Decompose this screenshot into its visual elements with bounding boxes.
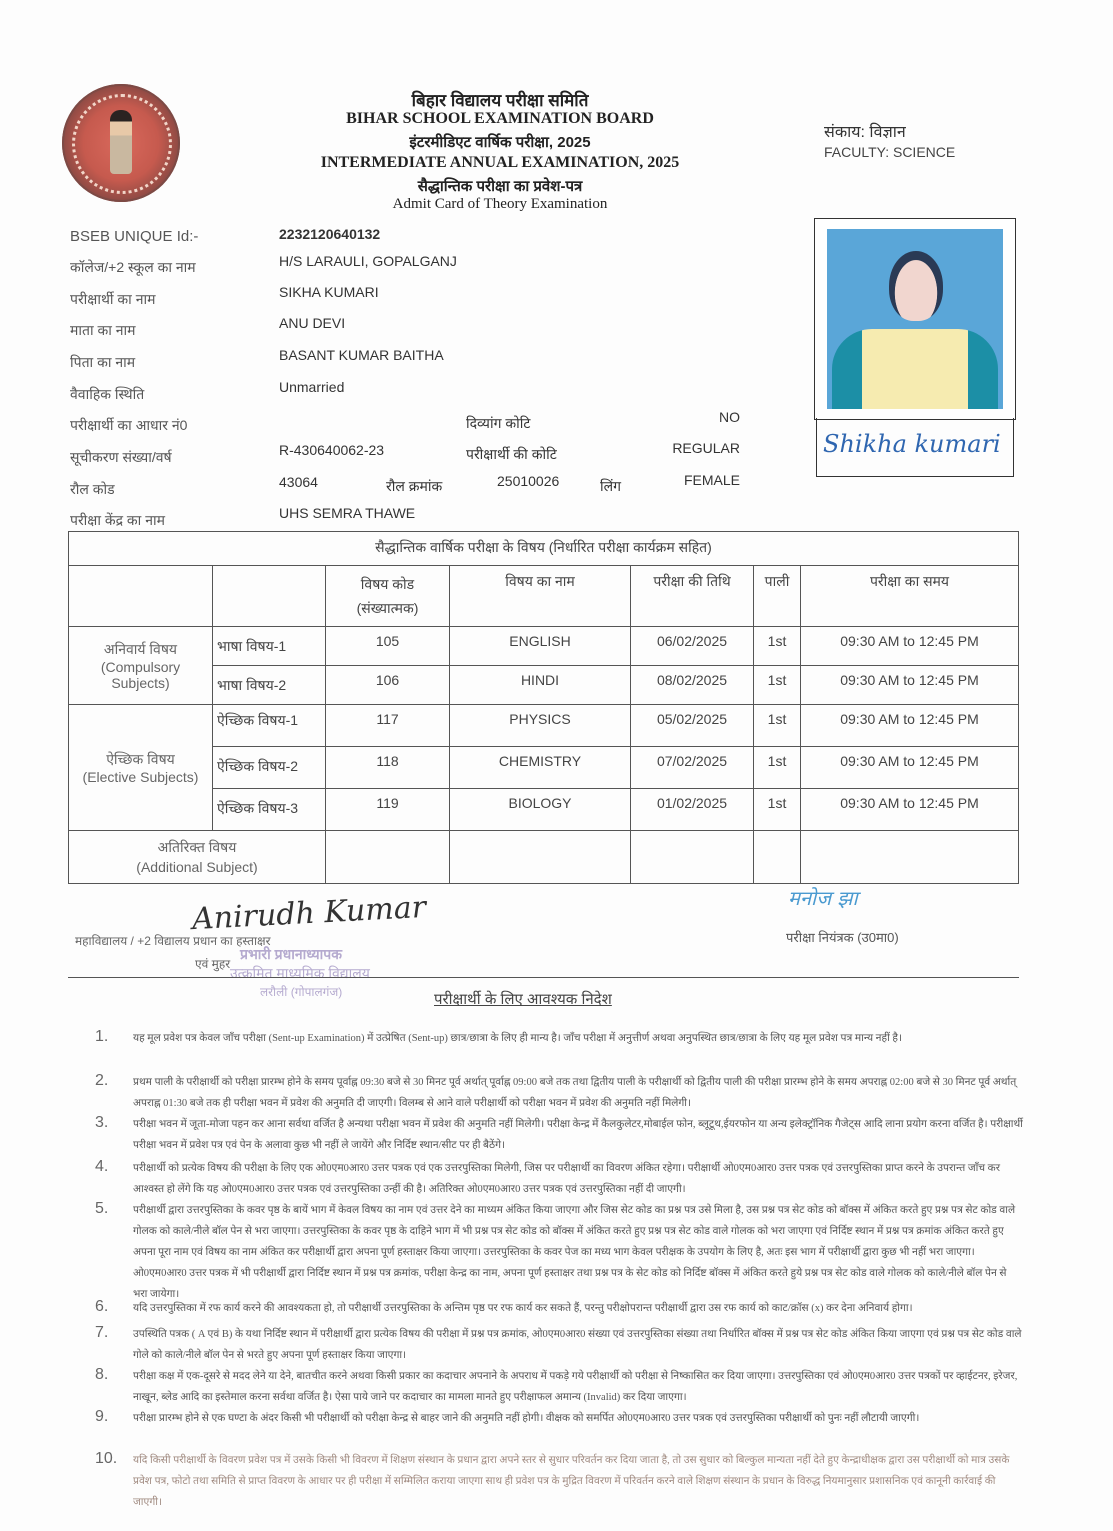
subject-type: ऐच्छिक विषय-1: [213, 705, 326, 747]
exam-name-english: INTERMEDIATE ANNUAL EXAMINATION, 2025: [320, 154, 680, 171]
principal-signature-label: महाविद्यालय / +2 विद्यालय प्रधान का हस्ताक्षर: [75, 934, 271, 948]
unique-id-label: BSEB UNIQUE Id:-: [70, 228, 199, 245]
father-name-value: BASANT KUMAR BAITHA: [279, 347, 444, 363]
table-row-additional: [69, 831, 1019, 884]
subjects-table: [68, 531, 1019, 884]
subject-code: 118: [326, 747, 450, 789]
table-row: [69, 627, 1019, 666]
subject-code: 105: [326, 627, 450, 666]
exam-shift: 1st: [754, 747, 801, 789]
seal-label: एवं मुहर: [195, 957, 231, 971]
roll-code-label: रौल कोड: [70, 481, 115, 497]
header-exam-date: परीक्षा की तिथि: [631, 566, 754, 627]
divyang-label: दिव्यांग कोटि: [466, 415, 531, 431]
aadhar-label: परीक्षार्थी का आधार नं0: [70, 417, 188, 433]
header-shift: पाली: [754, 566, 801, 627]
exam-shift: 1st: [754, 627, 801, 666]
gender-label: लिंग: [600, 478, 621, 494]
registration-value: R-430640062-23: [279, 442, 385, 458]
exam-date: 08/02/2025: [631, 666, 754, 705]
principal-signature: Anirudh Kumar: [191, 889, 427, 938]
exam-time: 09:30 AM to 12:45 PM: [801, 627, 1019, 666]
bseb-emblem-icon: [62, 84, 180, 202]
exam-time: 09:30 AM to 12:45 PM: [801, 666, 1019, 705]
exam-centre-label: परीक्षा केंद्र का नाम: [70, 512, 165, 528]
compulsory-group: अनिवार्य विषय (Compulsory Subjects): [69, 627, 213, 705]
subject-code: 106: [326, 666, 450, 705]
exam-date: 07/02/2025: [631, 747, 754, 789]
subject-type: ऐच्छिक विषय-2: [213, 747, 326, 789]
gender-value: FEMALE: [683, 472, 740, 488]
school-stamp: प्रभारी प्रधानाध्यापक उत्क्रमित माध्यमिक विद्यालय लरौली (गोपालगंज): [230, 946, 370, 999]
divider: [68, 977, 1019, 978]
roll-code-value: 43064: [279, 474, 318, 490]
subject-code: 117: [326, 705, 450, 747]
candidate-signature-box: [816, 418, 1014, 477]
board-name-english: BIHAR SCHOOL EXAMINATION BOARD: [346, 110, 654, 127]
subject-name: CHEMISTRY: [450, 747, 631, 789]
registration-label: सूचीकरण संख्या/वर्ष: [70, 449, 172, 465]
candidate-name-value: SIKHA KUMARI: [279, 284, 379, 300]
candidate-name-label: परीक्षार्थी का नाम: [70, 291, 156, 307]
card-title-english: Admit Card of Theory Examination: [392, 196, 608, 212]
category-label: परीक्षार्थी की कोटि: [466, 446, 557, 462]
college-label: कॉलेज/+2 स्कूल का नाम: [70, 259, 196, 275]
controller-label: परीक्षा नियंत्रक (उ0मा0): [786, 930, 899, 945]
divyang-value: NO: [719, 409, 740, 425]
subject-name: BIOLOGY: [450, 789, 631, 831]
marital-status-value: Unmarried: [279, 379, 345, 395]
header-subject-name: विषय का नाम: [450, 566, 631, 627]
elective-group: ऐच्छिक विषय (Elective Subjects): [69, 705, 213, 831]
roll-number-label: रौल क्रमांक: [386, 478, 443, 494]
subject-name: ENGLISH: [450, 627, 631, 666]
roll-number-value: 25010026: [497, 473, 560, 489]
category-value: REGULAR: [672, 440, 740, 456]
exam-time: 09:30 AM to 12:45 PM: [801, 789, 1019, 831]
header-subject-code: विषय कोड (संख्यात्मक): [326, 566, 450, 627]
college-value: H/S LARAULI, GOPALGANJ: [279, 253, 457, 269]
mother-name-label: माता का नाम: [70, 322, 136, 338]
marital-status-label: वैवाहिक स्थिति: [70, 386, 145, 402]
exam-date: 01/02/2025: [631, 789, 754, 831]
faculty-hindi: संकाय: विज्ञान: [824, 124, 906, 141]
instructions-title: परीक्षार्थी के लिए आवश्यक निदेश: [434, 991, 612, 1008]
exam-shift: 1st: [754, 789, 801, 831]
subject-type: भाषा विषय-2: [213, 666, 326, 705]
subject-type: ऐच्छिक विषय-3: [213, 789, 326, 831]
exam-time: 09:30 AM to 12:45 PM: [801, 747, 1019, 789]
exam-name-hindi: इंटरमीडिएट वार्षिक परीक्षा, 2025: [409, 134, 591, 151]
father-name-label: पिता का नाम: [70, 354, 136, 370]
additional-group: अतिरिक्त विषय (Additional Subject): [69, 831, 326, 884]
faculty-english: FACULTY: SCIENCE: [824, 144, 956, 160]
exam-date: 05/02/2025: [631, 705, 754, 747]
unique-id-value: 2232120640132: [279, 226, 381, 242]
candidate-signature: Shikha kumari: [823, 430, 1001, 458]
exam-centre-value: UHS SEMRA THAWE: [279, 505, 416, 521]
controller-signature: मनोज झा: [788, 886, 858, 910]
subject-code: 119: [326, 789, 450, 831]
subject-name: PHYSICS: [450, 705, 631, 747]
subject-type: भाषा विषय-1: [213, 627, 326, 666]
exam-shift: 1st: [754, 705, 801, 747]
subjects-table-title: सैद्धान्तिक वार्षिक परीक्षा के विषय (निर्धारित परीक्षा कार्यक्रम सहित): [69, 532, 1019, 566]
board-name-hindi: बिहार विद्यालय परीक्षा समिति: [411, 91, 589, 110]
table-row: [69, 705, 1019, 747]
header-exam-time: परीक्षा का समय: [801, 566, 1019, 627]
candidate-photo: [814, 218, 1016, 420]
card-title-hindi: सैद्धान्तिक परीक्षा का प्रवेश-पत्र: [417, 178, 583, 195]
exam-time: 09:30 AM to 12:45 PM: [801, 705, 1019, 747]
exam-date: 06/02/2025: [631, 627, 754, 666]
subject-name: HINDI: [450, 666, 631, 705]
mother-name-value: ANU DEVI: [279, 315, 346, 331]
exam-shift: 1st: [754, 666, 801, 705]
